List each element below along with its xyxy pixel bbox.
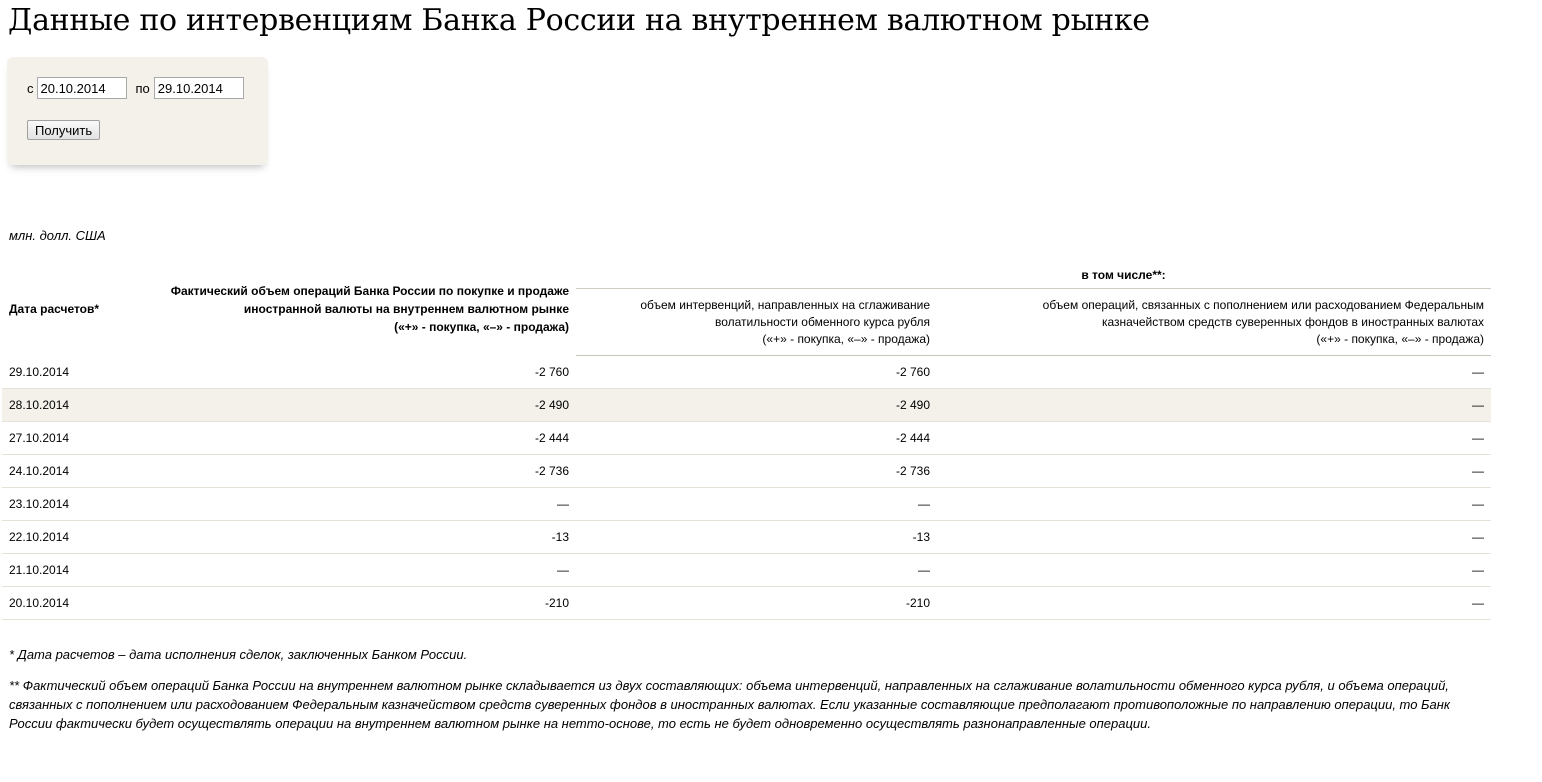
header-funds-line: («+» - покупка, «–» - продажа) [1316,332,1484,346]
header-total-line: иностранной валюты на внутреннем валютном рынке [243,301,569,316]
cell-date: 28.10.2014 [2,389,170,422]
cell-date: 29.10.2014 [2,356,170,389]
date-range-row [27,77,244,99]
cell-date: 22.10.2014 [2,521,170,554]
cell-total: -2 760 [170,356,576,389]
cell-funds: — [936,554,1491,587]
footnotes [9,645,1489,733]
from-date-input[interactable] [37,77,127,99]
header-funds-line: объем операций, связанных с пополнением или расходованием Федеральным [1042,298,1484,312]
table-row [2,554,1491,587]
table-row [2,389,1491,422]
cell-interventions: -210 [576,587,936,620]
header-total-line: («+» - покупка, «–» - продажа) [394,319,569,334]
cell-total: -210 [170,587,576,620]
cell-funds: — [936,488,1491,521]
header-total-line: Фактический объем операций Банка России по покупке и продаже [170,283,569,298]
cell-funds: — [936,455,1491,488]
cell-interventions: — [576,554,936,587]
table-row [2,356,1491,389]
header-interventions [576,289,936,356]
to-label: по [135,80,150,96]
to-date-input[interactable] [154,77,244,99]
cell-date: 21.10.2014 [2,554,170,587]
cell-total: — [170,554,576,587]
cell-total: -2 736 [170,455,576,488]
header-interventions-line: волатильности обменного курса рубля [714,315,930,329]
header-funds-line: казначейством средств суверенных фондов в иностранных валютах [1102,315,1484,329]
cell-date: 23.10.2014 [2,488,170,521]
cell-interventions: -13 [576,521,936,554]
page-title: Данные по интервенциям Банка России на внутреннем валютном рынке [8,3,1150,38]
cell-funds: — [936,521,1491,554]
table-row [2,521,1491,554]
cell-total: -13 [170,521,576,554]
header-date: Дата расчетов* [9,301,100,316]
table-row [2,422,1491,455]
cell-funds: — [936,356,1491,389]
header-row-group [2,262,1491,289]
cell-interventions: -2 760 [576,356,936,389]
from-label: с [27,80,34,96]
cell-date: 20.10.2014 [2,587,170,620]
units-label: млн. долл. США [9,228,106,243]
table-row [2,455,1491,488]
header-interventions-line: объем интервенций, направленных на сглаживание [640,298,930,312]
table-row [2,587,1491,620]
cell-funds: — [936,422,1491,455]
header-total [170,262,576,356]
cell-date: 27.10.2014 [2,422,170,455]
header-including: в том числе**: [576,262,1491,289]
cell-total: -2 444 [170,422,576,455]
cell-funds: — [936,389,1491,422]
cell-total: — [170,488,576,521]
cell-date: 24.10.2014 [2,455,170,488]
cell-interventions: -2 736 [576,455,936,488]
date-filter-form [7,57,268,165]
table-row [2,488,1491,521]
header-funds [936,289,1491,356]
cell-total: -2 490 [170,389,576,422]
cell-interventions: — [576,488,936,521]
interventions-table [2,262,1491,620]
get-button[interactable]: Получить [27,120,100,140]
cell-funds: — [936,587,1491,620]
footnote-settlement-date: * Дата расчетов – дата исполнения сделок, заключенных Банком России. [9,647,468,662]
header-interventions-line: («+» - покупка, «–» - продажа) [762,332,930,346]
cell-interventions: -2 444 [576,422,936,455]
cell-interventions: -2 490 [576,389,936,422]
footnote-operations-volume: ** Фактический объем операций Банка России на внутреннем валютном рынке складывается из двух составляющих: объема интервенций, направленных на сглаживание волатильности обменного курса рубля, и объема операций, связанных с пополнением или расходованием Федеральным казначейством средств суверенных фондов в иностранных валютах. Если указанные составляющие предполагают противоположные по направлению операции, то Банк России фактически будет осуществлять операции на внутреннем валютном рынке на нетто-основе, то есть не будет одновременно осуществлять разнонаправленные операции. [9,678,1451,731]
